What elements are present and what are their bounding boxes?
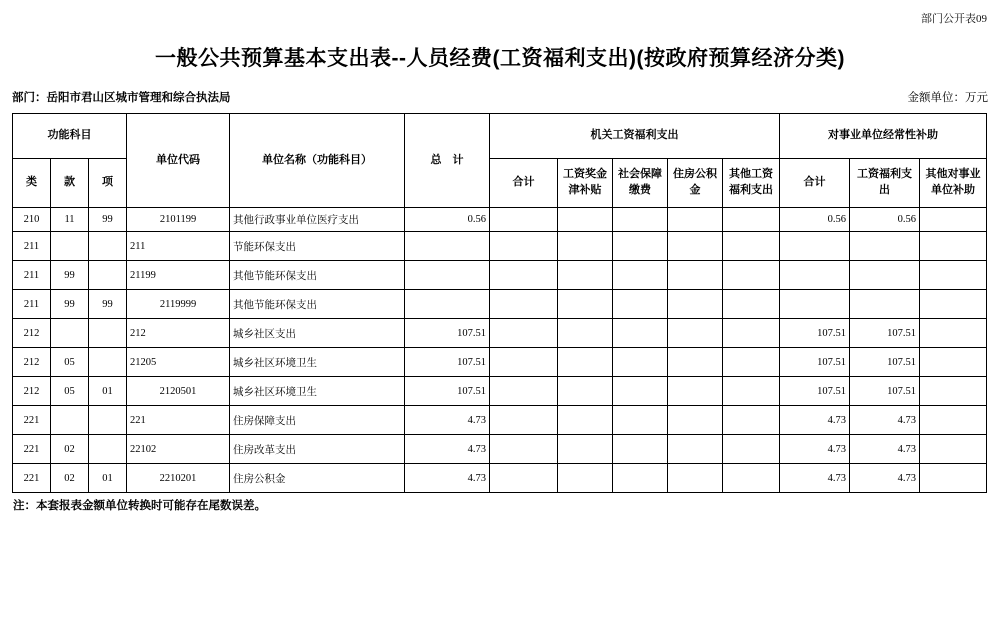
- cell-inst-wage-welfare: [850, 290, 920, 319]
- cell-org-housing-fund: [668, 319, 723, 348]
- cell-org-other: [723, 261, 780, 290]
- cell-org-total: [490, 377, 558, 406]
- table-body: [13, 208, 987, 493]
- cell-org-social-security: [613, 319, 668, 348]
- cell-class: 211: [13, 290, 51, 319]
- cell-org-wage-bonus: [558, 406, 613, 435]
- cell-inst-other: [920, 208, 987, 232]
- cell-org-other: [723, 232, 780, 261]
- cell-grand-total: 107.51: [405, 319, 490, 348]
- cell-org-housing-fund: [668, 377, 723, 406]
- header-org-social-security: 社会保障缴费: [613, 159, 668, 208]
- cell-unit-name: 住房改革支出: [230, 435, 405, 464]
- cell-org-total: [490, 464, 558, 493]
- cell-section: 02: [51, 435, 89, 464]
- cell-inst-total: 107.51: [780, 348, 850, 377]
- cell-unit-name: 其他行政事业单位医疗支出: [230, 208, 405, 232]
- page-title: 一般公共预算基本支出表--人员经费(工资福利支出)(按政府预算经济分类): [155, 47, 845, 70]
- cell-class: 210: [13, 208, 51, 232]
- cell-org-social-security: [613, 464, 668, 493]
- cell-org-other: [723, 290, 780, 319]
- cell-class: 221: [13, 464, 51, 493]
- table-row: [13, 208, 987, 232]
- cell-section: [51, 319, 89, 348]
- cell-org-social-security: [613, 377, 668, 406]
- cell-item: [89, 348, 127, 377]
- header-class: 类: [13, 159, 51, 208]
- cell-inst-total: [780, 290, 850, 319]
- cell-org-housing-fund: [668, 290, 723, 319]
- cell-org-wage-bonus: [558, 348, 613, 377]
- header-institution-subsidy-group: 对事业单位经常性补助: [780, 114, 987, 159]
- cell-org-social-security: [613, 232, 668, 261]
- cell-org-total: [490, 435, 558, 464]
- meta-row: [12, 89, 988, 105]
- header-grand-total: 总 计: [405, 114, 490, 208]
- cell-unit-name: 城乡社区环境卫生: [230, 348, 405, 377]
- header-inst-total: 合计: [780, 159, 850, 208]
- cell-item: [89, 261, 127, 290]
- cell-class: 211: [13, 261, 51, 290]
- cell-class: 212: [13, 348, 51, 377]
- header-unit-name: 单位名称（功能科目）: [230, 114, 405, 208]
- cell-org-total: [490, 348, 558, 377]
- cell-unit-name: 城乡社区支出: [230, 319, 405, 348]
- cell-section: 05: [51, 377, 89, 406]
- cell-unit-code: 21205: [127, 348, 230, 377]
- cell-inst-wage-welfare: [850, 261, 920, 290]
- cell-unit-name: 住房公积金: [230, 464, 405, 493]
- cell-grand-total: [405, 232, 490, 261]
- cell-org-housing-fund: [668, 406, 723, 435]
- cell-grand-total: 0.56: [405, 208, 490, 232]
- cell-inst-wage-welfare: 107.51: [850, 348, 920, 377]
- cell-org-wage-bonus: [558, 232, 613, 261]
- cell-org-total: [490, 290, 558, 319]
- cell-section: 05: [51, 348, 89, 377]
- cell-section: [51, 406, 89, 435]
- cell-grand-total: [405, 261, 490, 290]
- cell-org-other: [723, 406, 780, 435]
- table-row: [13, 406, 987, 435]
- header-org-wage-welfare-group: 机关工资福利支出: [490, 114, 780, 159]
- cell-item: 01: [89, 377, 127, 406]
- header-item: 项: [89, 159, 127, 208]
- cell-org-social-security: [613, 290, 668, 319]
- table-row: [13, 232, 987, 261]
- cell-unit-code: 2101199: [127, 208, 230, 232]
- cell-item: [89, 435, 127, 464]
- cell-org-housing-fund: [668, 261, 723, 290]
- footnote: 注：本套报表金额单位转换时可能存在尾数误差。: [13, 500, 266, 512]
- cell-class: 212: [13, 319, 51, 348]
- cell-org-total: [490, 261, 558, 290]
- cell-org-wage-bonus: [558, 261, 613, 290]
- cell-item: 99: [89, 208, 127, 232]
- table-row: [13, 290, 987, 319]
- header-org-total: 合计: [490, 159, 558, 208]
- table-row: [13, 377, 987, 406]
- cell-unit-code: 2210201: [127, 464, 230, 493]
- cell-org-social-security: [613, 348, 668, 377]
- cell-grand-total: 4.73: [405, 464, 490, 493]
- cell-section: 99: [51, 261, 89, 290]
- cell-org-total: [490, 208, 558, 232]
- cell-item: [89, 406, 127, 435]
- cell-grand-total: 107.51: [405, 377, 490, 406]
- cell-unit-name: 节能环保支出: [230, 232, 405, 261]
- cell-unit-code: 21199: [127, 261, 230, 290]
- header-inst-other: 其他对事业单位补助: [920, 159, 987, 208]
- header-org-housing-fund: 住房公积金: [668, 159, 723, 208]
- cell-inst-total: 0.56: [780, 208, 850, 232]
- cell-inst-wage-welfare: [850, 232, 920, 261]
- cell-class: 221: [13, 435, 51, 464]
- cell-unit-name: 城乡社区环境卫生: [230, 377, 405, 406]
- cell-grand-total: 4.73: [405, 406, 490, 435]
- table-row: [13, 435, 987, 464]
- cell-org-wage-bonus: [558, 464, 613, 493]
- cell-inst-total: 107.51: [780, 377, 850, 406]
- cell-unit-name: 其他节能环保支出: [230, 290, 405, 319]
- cell-org-social-security: [613, 208, 668, 232]
- cell-unit-code: 2120501: [127, 377, 230, 406]
- cell-org-wage-bonus: [558, 377, 613, 406]
- cell-unit-name: 住房保障支出: [230, 406, 405, 435]
- cell-inst-total: [780, 261, 850, 290]
- cell-grand-total: [405, 290, 490, 319]
- cell-org-social-security: [613, 406, 668, 435]
- cell-inst-total: 4.73: [780, 406, 850, 435]
- cell-item: [89, 319, 127, 348]
- cell-org-wage-bonus: [558, 208, 613, 232]
- table-row: [13, 348, 987, 377]
- cell-inst-wage-welfare: 0.56: [850, 208, 920, 232]
- cell-org-housing-fund: [668, 464, 723, 493]
- cell-org-social-security: [613, 261, 668, 290]
- cell-org-other: [723, 348, 780, 377]
- cell-inst-other: [920, 435, 987, 464]
- cell-unit-code: 22102: [127, 435, 230, 464]
- header-org-other: 其他工资福利支出: [723, 159, 780, 208]
- cell-item: [89, 232, 127, 261]
- header-unit-code: 单位代码: [127, 114, 230, 208]
- cell-org-wage-bonus: [558, 319, 613, 348]
- cell-inst-total: [780, 232, 850, 261]
- cell-inst-other: [920, 464, 987, 493]
- cell-inst-other: [920, 232, 987, 261]
- cell-inst-other: [920, 290, 987, 319]
- cell-section: [51, 232, 89, 261]
- cell-unit-code: 221: [127, 406, 230, 435]
- cell-inst-wage-welfare: 4.73: [850, 406, 920, 435]
- cell-org-total: [490, 406, 558, 435]
- table-row: [13, 464, 987, 493]
- header-inst-wage-welfare: 工资福利支出: [850, 159, 920, 208]
- cell-inst-wage-welfare: 4.73: [850, 464, 920, 493]
- cell-org-housing-fund: [668, 348, 723, 377]
- cell-class: 212: [13, 377, 51, 406]
- cell-org-other: [723, 319, 780, 348]
- cell-org-total: [490, 319, 558, 348]
- cell-item: 01: [89, 464, 127, 493]
- cell-org-wage-bonus: [558, 290, 613, 319]
- cell-grand-total: 107.51: [405, 348, 490, 377]
- cell-unit-code: 212: [127, 319, 230, 348]
- cell-section: 11: [51, 208, 89, 232]
- amount-unit-label: 金额单位：万元: [907, 92, 988, 104]
- cell-org-other: [723, 208, 780, 232]
- table-row: [13, 261, 987, 290]
- cell-org-other: [723, 464, 780, 493]
- cell-unit-name: 其他节能环保支出: [230, 261, 405, 290]
- department-label: 部门：岳阳市君山区城市管理和综合执法局: [12, 92, 231, 104]
- cell-section: 99: [51, 290, 89, 319]
- header-functional-subject: 功能科目: [13, 114, 127, 159]
- header-group-row: [13, 114, 987, 159]
- cell-unit-code: 2119999: [127, 290, 230, 319]
- cell-org-other: [723, 377, 780, 406]
- cell-org-housing-fund: [668, 435, 723, 464]
- cell-inst-total: 4.73: [780, 464, 850, 493]
- cell-inst-wage-welfare: 107.51: [850, 377, 920, 406]
- cell-inst-total: 4.73: [780, 435, 850, 464]
- budget-table: [12, 113, 987, 493]
- cell-section: 02: [51, 464, 89, 493]
- cell-inst-other: [920, 319, 987, 348]
- header-org-wage-bonus: 工资奖金津补贴: [558, 159, 613, 208]
- header-section: 款: [51, 159, 89, 208]
- cell-inst-other: [920, 377, 987, 406]
- cell-org-other: [723, 435, 780, 464]
- cell-unit-code: 211: [127, 232, 230, 261]
- cell-class: 221: [13, 406, 51, 435]
- cell-inst-total: 107.51: [780, 319, 850, 348]
- cell-org-total: [490, 232, 558, 261]
- cell-class: 211: [13, 232, 51, 261]
- cell-inst-wage-welfare: 107.51: [850, 319, 920, 348]
- cell-org-housing-fund: [668, 208, 723, 232]
- cell-grand-total: 4.73: [405, 435, 490, 464]
- cell-org-housing-fund: [668, 232, 723, 261]
- cell-inst-other: [920, 406, 987, 435]
- cell-item: 99: [89, 290, 127, 319]
- cell-inst-other: [920, 348, 987, 377]
- table-row: [13, 319, 987, 348]
- cell-inst-wage-welfare: 4.73: [850, 435, 920, 464]
- doc-code-label: 部门公开表09: [921, 13, 987, 25]
- cell-inst-other: [920, 261, 987, 290]
- cell-org-wage-bonus: [558, 435, 613, 464]
- cell-org-social-security: [613, 435, 668, 464]
